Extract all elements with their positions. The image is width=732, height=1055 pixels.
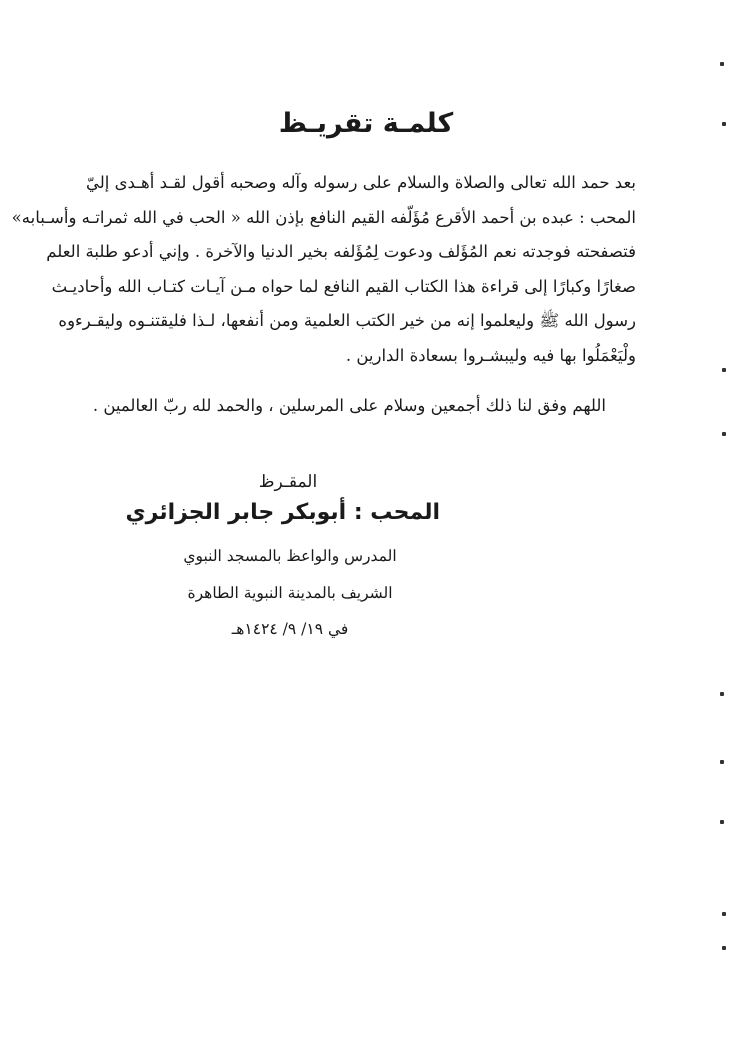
scan-mark [720,760,724,764]
scan-mark [722,912,726,916]
body-line: صغارًا وكبارًا إلى قراءة هذا الكتاب القيم النافع لما حواه مـن آيـات كتـاب الله وأحاديـث [51,276,636,296]
scan-mark [722,368,726,372]
scan-mark [720,820,724,824]
scan-mark [720,692,724,696]
body-line: ولْيَعْمَلُوا بها فيه وليبشـروا بسعادة الدارين . [345,345,636,365]
closing-prayer: اللهم وفق لنا ذلك أجمعين وسلام على المرسلين ، والحمد لله ربّ العالمين . [92,396,606,415]
signature-role: الشريف بالمدينة النبوية الطاهرة [187,584,393,602]
page-title: كلمـة تقريـظ [278,108,454,139]
body-line: المحب : عبده بن أحمد الأقرع مُؤَلّفه القيم النافع بإذن الله « الحب في الله ثمراتـه وأسـبابه» [11,207,636,227]
scan-mark [722,432,726,436]
signature-role: المدرس والواعظ بالمسجد النبوي [183,547,397,565]
body-line: بعد حمد الله تعالى والصلاة والسلام على رسوله وآله وصحبه أقول لقـد أهـدى إليّ [86,173,636,192]
body-line: فتصفحته فوجدته نعم المُؤَلف ودعوت لِمُؤَلفه بخير الدنيا والآخرة . وإني أدعو طلبة العلم [46,242,636,261]
body-paragraph [11,166,636,373]
scan-mark [722,946,726,950]
signature-name: المحب : أبوبكر جابر الجزائري [125,500,440,525]
body-line: رسول الله ﷺ وليعلموا إنه من خير الكتب العلمية ومن أنفعها، لـذا فليقتنـوه وليقـرءوه [58,311,636,330]
signature-date: في ١٩/ ٩/ ١٤٢٤هـ [231,620,349,638]
signature-label: المقـرظ [258,472,318,492]
scan-mark [720,62,724,66]
scan-mark [722,122,726,126]
